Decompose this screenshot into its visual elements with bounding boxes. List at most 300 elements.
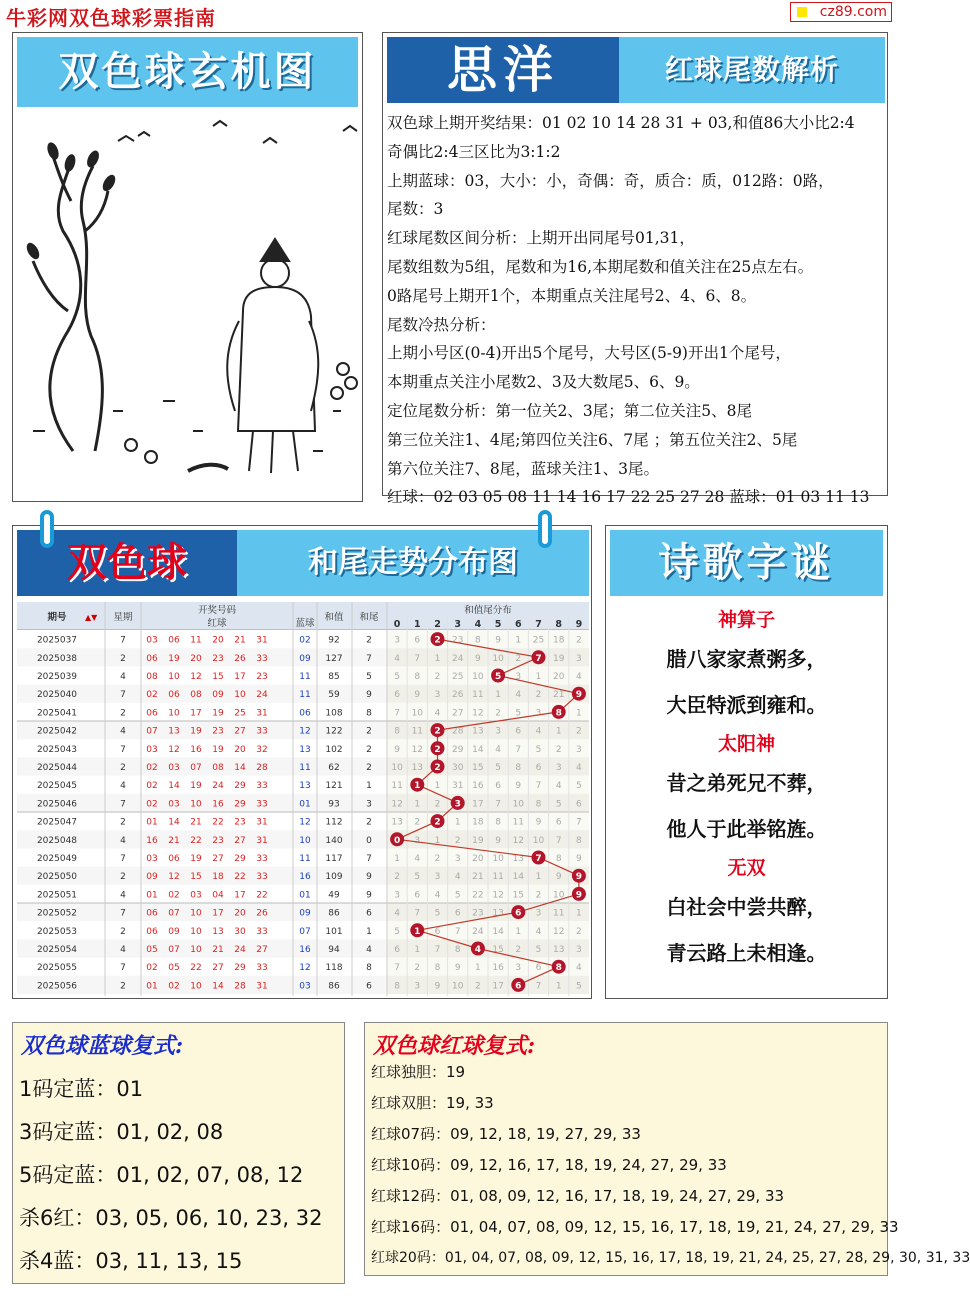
row-period: 2025044 [36,763,78,773]
red-ball-number: 05 [168,963,180,974]
miss-count: 6 [414,635,421,646]
red-ball-number: 27 [234,726,246,737]
blue-fushi-row [19,1202,322,1232]
miss-count: 5 [576,981,582,992]
header-digit: 9 [575,619,583,630]
red-ball-number: 02 [146,690,158,701]
red-ball-number: 14 [168,781,180,792]
miss-count: 13 [492,908,504,919]
red-ball-number: 19 [212,708,224,719]
miss-count: 3 [576,744,582,755]
miss-count: 1 [414,945,421,955]
row-weekday: 7 [120,799,126,810]
red-ball-number: 09 [168,926,180,937]
tail-ball-label: 6 [515,908,522,919]
red-fushi-row [371,1061,465,1082]
analysis-line: 0路尾号上期开1个，本期重点关注尾号2、4、6、8。 [387,286,757,305]
red-ball-number: 05 [146,945,158,955]
red-ball-number: 31 [256,817,268,828]
row-weekday: 4 [120,726,126,737]
row-value: 19 [446,1063,466,1081]
row-sum: 86 [328,981,340,992]
miss-count: 1 [434,781,441,792]
miss-count: 6 [535,963,542,974]
tail-ball-label: 9 [575,872,583,883]
row-label: 红球20码： [371,1250,445,1266]
miss-count: 4 [576,963,582,974]
miss-count: 2 [576,726,582,737]
row-value: 03, 11, 13, 15 [95,1249,243,1273]
blue-fushi-title: 双色球蓝球复式: [21,1033,184,1059]
miss-count: 6 [495,781,501,792]
miss-count: 15 [512,890,525,901]
analysis-subtitle: 红球尾数解析 [619,37,885,103]
row-weekday: 2 [120,817,126,828]
miss-count: 6 [434,926,441,937]
red-ball-number: 23 [256,672,268,682]
blue-ball-number: 16 [299,872,311,883]
red-ball-number: 19 [212,744,224,755]
header-sum: 和值 [324,612,344,623]
red-ball-number: 31 [256,835,268,846]
miss-count: 7 [394,963,400,974]
miss-count: 18 [472,817,484,828]
tail-ball-label: 3 [454,799,461,810]
row-tail: 8 [366,708,372,719]
miss-count: 4 [414,854,421,864]
red-ball-number: 14 [168,817,180,828]
red-ball-number: 31 [256,981,268,992]
tail-ball-label: 5 [494,672,502,682]
header-weekday: 星期 [113,612,133,623]
miss-count: 3 [414,835,421,846]
red-ball-number: 07 [190,763,202,773]
miss-count: 4 [495,744,501,755]
miss-count: 17 [492,981,504,992]
trend-chart [17,602,589,996]
red-ball-number: 23 [212,653,224,664]
poem-line: 腊八家家煮粥多， [666,647,827,671]
analysis-line: 第三位关注1、4尾;第四位关注6、7尾 ；第五位关注2、5尾 [387,430,798,449]
row-tail: 1 [366,781,372,792]
poem-title: 诗歌字谜 [610,530,883,596]
miss-count: 8 [414,672,421,682]
miss-count: 6 [394,690,400,701]
miss-count: 1 [434,653,441,664]
miss-count: 24 [451,653,464,664]
header-digit: 5 [494,619,502,630]
miss-count: 1 [576,708,582,719]
miss-count: 10 [552,890,565,901]
miss-count: 3 [394,890,400,901]
header-numbers: 开奖号码 [197,605,237,616]
miss-count: 7 [576,817,582,828]
tail-ball-label: 2 [434,726,441,737]
miss-count: 2 [434,854,441,864]
header-digit: 3 [454,619,462,630]
red-ball-number: 23 [212,835,224,846]
row-weekday: 2 [120,926,126,937]
miss-count: 25 [451,672,464,682]
sort-icon: ▲▼ [85,613,98,622]
row-sum: 127 [325,653,343,664]
poem-author: 神算子 [717,609,775,631]
row-tail: 2 [366,726,372,737]
red-ball-number: 02 [146,963,158,974]
miss-count: 11 [512,817,525,828]
blue-ball-number: 12 [299,817,311,828]
red-ball-number: 33 [256,963,268,974]
row-tail: 7 [366,653,372,664]
poem-riddle-panel [605,525,888,999]
row-period: 2025038 [36,653,78,664]
miss-count: 6 [576,799,582,810]
row-sum: 108 [325,708,343,719]
red-ball-number: 26 [256,908,268,919]
red-ball-number: 16 [190,744,202,755]
miss-count: 4 [535,926,542,937]
miss-count: 8 [475,635,481,646]
miss-count: 5 [535,744,542,755]
miss-count: 12 [391,799,403,810]
analysis-line: 上期小号区(0-4)开出5个尾号，大号区(5-9)开出1个尾号， [387,344,791,363]
miss-count: 1 [515,926,522,937]
miss-count: 5 [434,908,441,919]
tail-ball-label: 1 [414,781,421,792]
header-digit: 7 [535,619,542,630]
miss-count: 11 [472,690,484,701]
miss-count: 2 [535,690,542,701]
row-value: 01, 02, 07, 08, 12 [116,1163,304,1187]
miss-count: 2 [576,635,582,646]
row-sum: 85 [328,672,340,682]
miss-count: 1 [495,690,501,701]
row-sum: 109 [325,872,343,883]
miss-count: 9 [576,854,582,864]
red-ball-number: 14 [234,763,246,773]
row-weekday: 2 [120,708,126,719]
row-weekday: 4 [120,945,126,955]
row-sum: 93 [328,799,340,810]
row-weekday: 7 [120,744,126,755]
miss-count: 1 [555,981,562,992]
miss-count: 18 [552,635,565,646]
row-weekday: 2 [120,653,126,664]
miss-count: 11 [391,781,403,792]
analysis-line: 尾数冷热分析： [387,315,496,334]
red-fushi-row [371,1216,899,1237]
red-ball-number: 29 [234,963,246,974]
row-weekday: 4 [120,890,126,901]
red-ball-number: 29 [234,799,246,810]
blue-ball-number: 16 [299,945,311,955]
red-ball-number: 17 [212,908,224,919]
red-ball-number: 08 [190,690,202,701]
row-sum: 86 [328,908,340,919]
analysis-line: 上期蓝球：03，大小：小，奇偶：奇，质合：质，012路：0路， [387,171,834,190]
miss-count: 20 [552,672,565,682]
row-weekday: 2 [120,981,126,992]
red-ball-number: 08 [212,763,224,773]
miss-count: 8 [394,981,400,992]
miss-count: 13 [512,854,525,864]
red-ball-number: 03 [146,854,158,864]
red-ball-number: 20 [234,744,246,755]
miss-count: 19 [552,653,565,664]
row-label: 红球10码： [371,1156,451,1174]
row-tail: 0 [366,835,372,846]
red-ball-number: 22 [256,890,268,901]
red-ball-number: 19 [168,653,180,664]
miss-count: 5 [414,872,421,883]
miss-count: 13 [552,945,565,955]
miss-count: 6 [454,908,461,919]
miss-count: 4 [576,672,582,682]
miss-count: 4 [515,690,522,701]
red-ball-number: 15 [190,872,202,883]
header-digit: 8 [555,619,563,630]
miss-count: 10 [451,981,464,992]
binder-clip-icon [538,510,552,548]
red-ball-number: 29 [234,854,246,864]
row-sum: 117 [325,854,343,864]
red-ball-number: 22 [190,835,202,846]
miss-count: 12 [411,744,424,755]
row-sum: 62 [328,763,340,773]
miss-count: 21 [552,690,565,701]
miss-count: 8 [454,945,461,955]
miss-count: 5 [535,945,542,955]
red-ball-number: 12 [168,872,180,883]
miss-count: 2 [515,945,522,955]
analysis-line: 奇偶比2:4三区比为3:1:2 [387,142,561,161]
miss-count: 23 [451,635,464,646]
miss-count: 6 [535,763,542,773]
miss-count: 14 [492,926,504,937]
red-ball-number: 17 [190,708,202,719]
row-period: 2025056 [36,981,78,992]
red-ball-number: 06 [168,854,180,864]
miss-count: 10 [532,835,545,846]
red-ball-number: 20 [234,908,246,919]
miss-count: 3 [535,908,542,919]
puzzle-illustration [13,111,362,499]
tail-ball-label: 4 [474,945,482,955]
miss-count: 10 [512,799,525,810]
analysis-line: 本期重点关注小尾数2、3及大数尾5、6、9。 [387,373,700,392]
miss-count: 9 [495,835,501,846]
miss-count: 5 [576,781,582,792]
miss-count: 3 [434,872,441,883]
red-ball-number: 27 [212,854,224,864]
analysis-line: 尾数组数为5组，尾数和为16,本期尾数和值关注在25点左右。 [387,257,814,276]
row-value: 03, 05, 06, 10, 23, 32 [95,1206,323,1230]
blue-ball-number: 02 [299,635,311,646]
binder-clip-icon [40,510,54,548]
red-ball-number: 24 [256,690,268,701]
miss-count: 15 [492,945,504,955]
analysis-line: 第六位关注7、8尾，蓝球关注1、3尾。 [387,459,659,478]
red-ball-number: 22 [234,872,246,883]
tail-ball-label: 8 [555,963,562,974]
miss-count: 10 [391,763,403,773]
red-ball-number: 20 [190,653,202,664]
row-tail: 9 [366,890,372,901]
red-ball-number: 10 [190,945,202,955]
red-fushi-row [371,1247,970,1267]
red-ball-number: 19 [190,726,202,737]
miss-count: 16 [492,963,504,974]
miss-count: 1 [414,799,421,810]
red-ball-number: 07 [168,945,180,955]
tail-ball-label: 9 [575,690,583,701]
red-ball-number: 21 [234,635,246,646]
tail-ball-label: 2 [434,635,441,646]
red-ball-number: 02 [146,799,158,810]
row-label: 1码定蓝： [19,1077,117,1101]
trend-title-main: 双色球 [17,530,237,596]
row-weekday: 7 [120,963,126,974]
red-ball-number: 19 [190,781,202,792]
miss-count: 17 [472,799,484,810]
miss-count: 5 [454,890,461,901]
yellow-square-icon [797,7,807,17]
row-sum: 59 [328,690,340,701]
row-tail: 2 [366,635,372,646]
miss-count: 3 [454,854,461,864]
tail-ball-label: 2 [434,763,441,773]
miss-count: 4 [535,726,542,737]
blue-ball-number: 13 [299,744,311,755]
red-ball-number: 09 [212,690,224,701]
miss-count: 7 [414,908,421,919]
blue-ball-number: 11 [299,690,311,701]
poem-body [610,604,883,976]
blue-ball-number: 07 [299,926,311,937]
row-sum: 121 [325,781,343,792]
tail-analysis-panel [382,32,888,507]
miss-count: 10 [472,672,484,682]
row-period: 2025047 [36,817,78,828]
red-ball-number: 07 [168,908,180,919]
row-value: 09, 12, 18, 19, 27, 29, 33 [450,1125,641,1143]
red-ball-number: 25 [234,708,246,719]
blue-ball-number: 12 [299,963,311,974]
miss-count: 11 [552,908,565,919]
blue-ball-number: 09 [299,653,311,664]
miss-count: 1 [515,635,522,646]
row-weekday: 2 [120,763,126,773]
miss-count: 3 [414,981,421,992]
miss-count: 6 [555,817,562,828]
tail-ball-label: 2 [434,744,441,755]
tail-ball-label: 1 [414,926,421,937]
miss-count: 12 [512,835,525,846]
row-period: 2025052 [36,908,78,919]
row-period: 2025037 [36,635,78,646]
miss-count: 4 [576,763,582,773]
row-weekday: 7 [120,908,126,919]
header-digit: 2 [434,619,441,630]
miss-count: 6 [414,890,421,901]
analysis-line: 红球：02 03 05 08 11 14 16 17 22 25 27 28 蓝球：01 03 11 13 [387,488,870,507]
red-ball-number: 10 [190,981,202,992]
red-ball-number: 01 [146,890,158,901]
miss-count: 4 [434,890,441,901]
red-ball-number: 14 [212,981,224,992]
row-tail: 9 [366,690,372,701]
row-tail: 1 [366,926,372,937]
red-ball-number: 10 [190,908,202,919]
red-ball-number: 27 [234,835,246,846]
red-ball-number: 20 [212,635,224,646]
row-period: 2025051 [36,890,78,901]
row-label: 红球双胆： [371,1094,447,1112]
row-tail: 2 [366,817,372,828]
red-ball-number: 02 [146,781,158,792]
red-ball-number: 09 [146,872,158,883]
header-period: 期号 [47,612,67,623]
row-period: 2025050 [36,872,78,883]
row-period: 2025042 [36,726,78,737]
blue-ball-number: 03 [299,981,311,992]
red-ball-number: 33 [256,653,268,664]
analysis-line: 尾数：3 [387,200,444,219]
row-sum: 118 [325,963,343,974]
row-tail: 3 [366,799,372,810]
header-dist: 和值尾分布 [464,605,512,616]
blue-fushi-row [19,1159,303,1189]
row-period: 2025041 [36,708,78,719]
tail-ball-label: 7 [535,653,542,664]
red-ball-number: 03 [168,799,180,810]
red-ball-number: 01 [146,981,158,992]
miss-count: 8 [535,799,542,810]
miss-count: 10 [492,653,504,664]
row-sum: 122 [325,726,343,737]
site-url-link[interactable] [790,2,892,22]
miss-count: 25 [532,635,545,646]
miss-count: 9 [454,963,461,974]
red-ball-number: 24 [212,781,224,792]
header-digit: 6 [514,619,522,630]
miss-count: 3 [576,653,582,664]
miss-count: 7 [394,708,400,719]
miss-count: 2 [394,872,400,883]
miss-count: 30 [451,763,464,773]
red-ball-number: 21 [168,835,180,846]
trend-chart-panel [12,525,592,999]
red-ball-number: 15 [212,672,224,682]
analysis-line: 定位尾数分析：第一位关2、3尾；第二位关注5、8尾 [387,401,752,420]
miss-count: 9 [394,744,400,755]
poem-line: 昔之弟死兄不葬， [666,771,827,795]
red-fushi-row [371,1123,641,1144]
red-ball-number: 24 [234,945,246,955]
red-ball-number: 03 [146,744,158,755]
red-ball-number: 33 [256,781,268,792]
row-tail: 8 [366,963,372,974]
row-sum: 112 [325,817,343,828]
miss-count: 7 [414,653,421,664]
row-tail: 6 [366,981,372,992]
red-ball-number: 10 [168,672,180,682]
row-value: 01 [116,1077,144,1101]
miss-count: 1 [555,726,562,737]
miss-count: 8 [394,726,400,737]
red-ball-number: 21 [212,945,224,955]
red-ball-number: 33 [256,799,268,810]
